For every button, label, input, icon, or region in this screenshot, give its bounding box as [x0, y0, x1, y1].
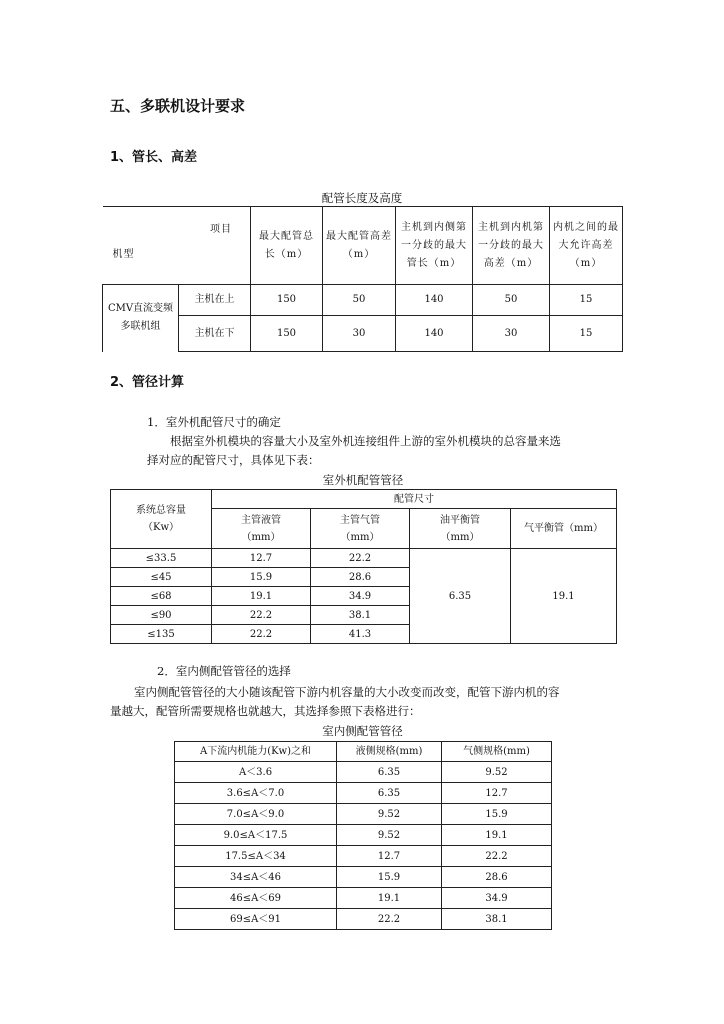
t2-cell: ≤33.5 [111, 549, 212, 568]
t3-cell: 6.35 [337, 783, 442, 804]
t3-cell: 69≤A＜91 [175, 909, 337, 930]
t3-cell: 12.7 [337, 846, 442, 867]
t3-header-capacity: A下流内机能力(Kw)之和 [175, 742, 337, 762]
t2-header-gas-balance: 气平衡管（mm） [511, 509, 617, 549]
t3-cell: 38.1 [442, 909, 552, 930]
sub1-title: 1．室外机配管尺寸的确定 [147, 415, 281, 429]
para2-line1: 室内侧配管管径的大小随该配管下游内机容量的大小改变而改变，配管下游内机的容 [134, 685, 560, 699]
t2-header-oil [410, 509, 511, 549]
t3-cell: 28.6 [442, 867, 552, 888]
t2-header-liquid [212, 509, 311, 549]
para2-line2: 量越大，配管所需要规格也就越大，其选择参照下表格进行： [110, 704, 421, 718]
t2-cell: 12.7 [212, 549, 311, 568]
t3-cell: 9.52 [337, 804, 442, 825]
t2-cell: 15.9 [212, 568, 311, 587]
t1-cell: 150 [251, 316, 323, 352]
t3-cell: 19.1 [442, 825, 552, 846]
t3-cell: 22.2 [337, 909, 442, 930]
t3-cell: 17.5≤A＜34 [175, 846, 337, 867]
para1-line1: 根据室外机模块的容量大小及室外机连接组件上游的室外机模块的总容量来选 [170, 434, 561, 448]
t3-cell: 46≤A＜69 [175, 888, 337, 909]
t2-gas-label: 主管气管 [340, 514, 380, 526]
t2-unit: （mm） [241, 531, 281, 543]
t1-cell: 30 [473, 316, 550, 352]
t3-cell: 6.35 [337, 762, 442, 783]
t2-capacity-unit: （Kw） [142, 522, 180, 533]
t1-row0-label: 主机在上 [179, 285, 251, 316]
t2-cell: 34.9 [311, 587, 410, 606]
sub2-title: 2．室内侧配管管径的选择 [157, 664, 291, 678]
t2-capacity-label: 系统总容量 [136, 505, 186, 516]
t2-cell: ≤45 [111, 568, 212, 587]
t3-cell: 19.1 [337, 888, 442, 909]
t1-header-3: 主机到内机第一分歧的最大高差（m） [473, 207, 550, 285]
t2-cell: 22.2 [212, 625, 311, 644]
t3-cell: 9.0≤A＜17.5 [175, 825, 337, 846]
t3-cell: 3.6≤A＜7.0 [175, 783, 337, 804]
t3-cell: 15.9 [442, 804, 552, 825]
t2-cell: 38.1 [311, 606, 410, 625]
t3-cell: 12.7 [442, 783, 552, 804]
t3-header-gas: 气侧规格(mm) [442, 742, 552, 762]
table1-corner-cell [103, 207, 251, 285]
t2-cell: ≤135 [111, 625, 212, 644]
t1-cell: 140 [396, 285, 473, 316]
t2-unit: （mm） [340, 531, 380, 543]
t3-header-liquid: 液侧规格(mm) [337, 742, 442, 762]
t3-cell: A＜3.6 [175, 762, 337, 783]
t2-capacity-header [111, 490, 212, 549]
t2-group-header: 配管尺寸 [212, 490, 617, 509]
t1-header-0: 最大配管总长（m） [251, 207, 323, 285]
t2-unit: （mm） [440, 531, 480, 543]
t1-header-4: 内机之间的最大允许高差（m） [550, 207, 623, 285]
t1-cell: 15 [550, 316, 623, 352]
t3-cell: 22.2 [442, 846, 552, 867]
section2-title: 2、管径计算 [110, 375, 185, 390]
t2-cell: ≤68 [111, 587, 212, 606]
t2-cell: 22.2 [311, 549, 410, 568]
t1-header-2: 主机到内侧第一分歧的最大管长（m） [396, 207, 473, 285]
t2-cell: 19.1 [212, 587, 311, 606]
indoor-pipe-table [174, 741, 552, 930]
t2-header-gas [311, 509, 410, 549]
main-heading: 五、多联机设计要求 [110, 97, 246, 115]
t1-cell: 50 [473, 285, 550, 316]
para1-line2: 择对应的配管尺寸，具体见下表： [147, 453, 320, 467]
table2-caption: 室外机配管管径 [322, 473, 404, 487]
t1-cell: 50 [323, 285, 396, 316]
corner-project-label: 项目 [210, 224, 232, 235]
t2-gas-balance-value: 19.1 [511, 549, 617, 644]
t2-cell: ≤90 [111, 606, 212, 625]
t2-oil-value: 6.35 [410, 549, 511, 644]
corner-model-label: 机型 [112, 249, 135, 260]
t1-row1-label: 主机在下 [179, 316, 251, 352]
t1-cell: 15 [550, 285, 623, 316]
t3-cell: 7.0≤A＜9.0 [175, 804, 337, 825]
t2-cell: 22.2 [212, 606, 311, 625]
t3-cell: 9.52 [442, 762, 552, 783]
t3-cell: 34.9 [442, 888, 552, 909]
t1-header-1: 最大配管高差（m） [323, 207, 396, 285]
pipe-length-table [102, 206, 623, 352]
outdoor-pipe-table [110, 489, 617, 644]
t2-cell: 28.6 [311, 568, 410, 587]
t2-liquid-label: 主管液管 [241, 514, 281, 526]
t2-oil-label: 油平衡管 [440, 514, 480, 526]
t3-cell: 15.9 [337, 867, 442, 888]
t2-cell: 41.3 [311, 625, 410, 644]
t1-cell: 140 [396, 316, 473, 352]
t3-cell: 34≤A＜46 [175, 867, 337, 888]
t1-cell: 30 [323, 316, 396, 352]
t1-model-cell: CMV直流变频多联机组 [103, 285, 179, 352]
t1-cell: 150 [251, 285, 323, 316]
section1-title: 1、管长、高差 [110, 150, 198, 165]
table1-caption: 配管长度及高度 [321, 191, 403, 205]
t3-cell: 9.52 [337, 825, 442, 846]
table3-caption: 室内侧配管管径 [322, 724, 403, 738]
